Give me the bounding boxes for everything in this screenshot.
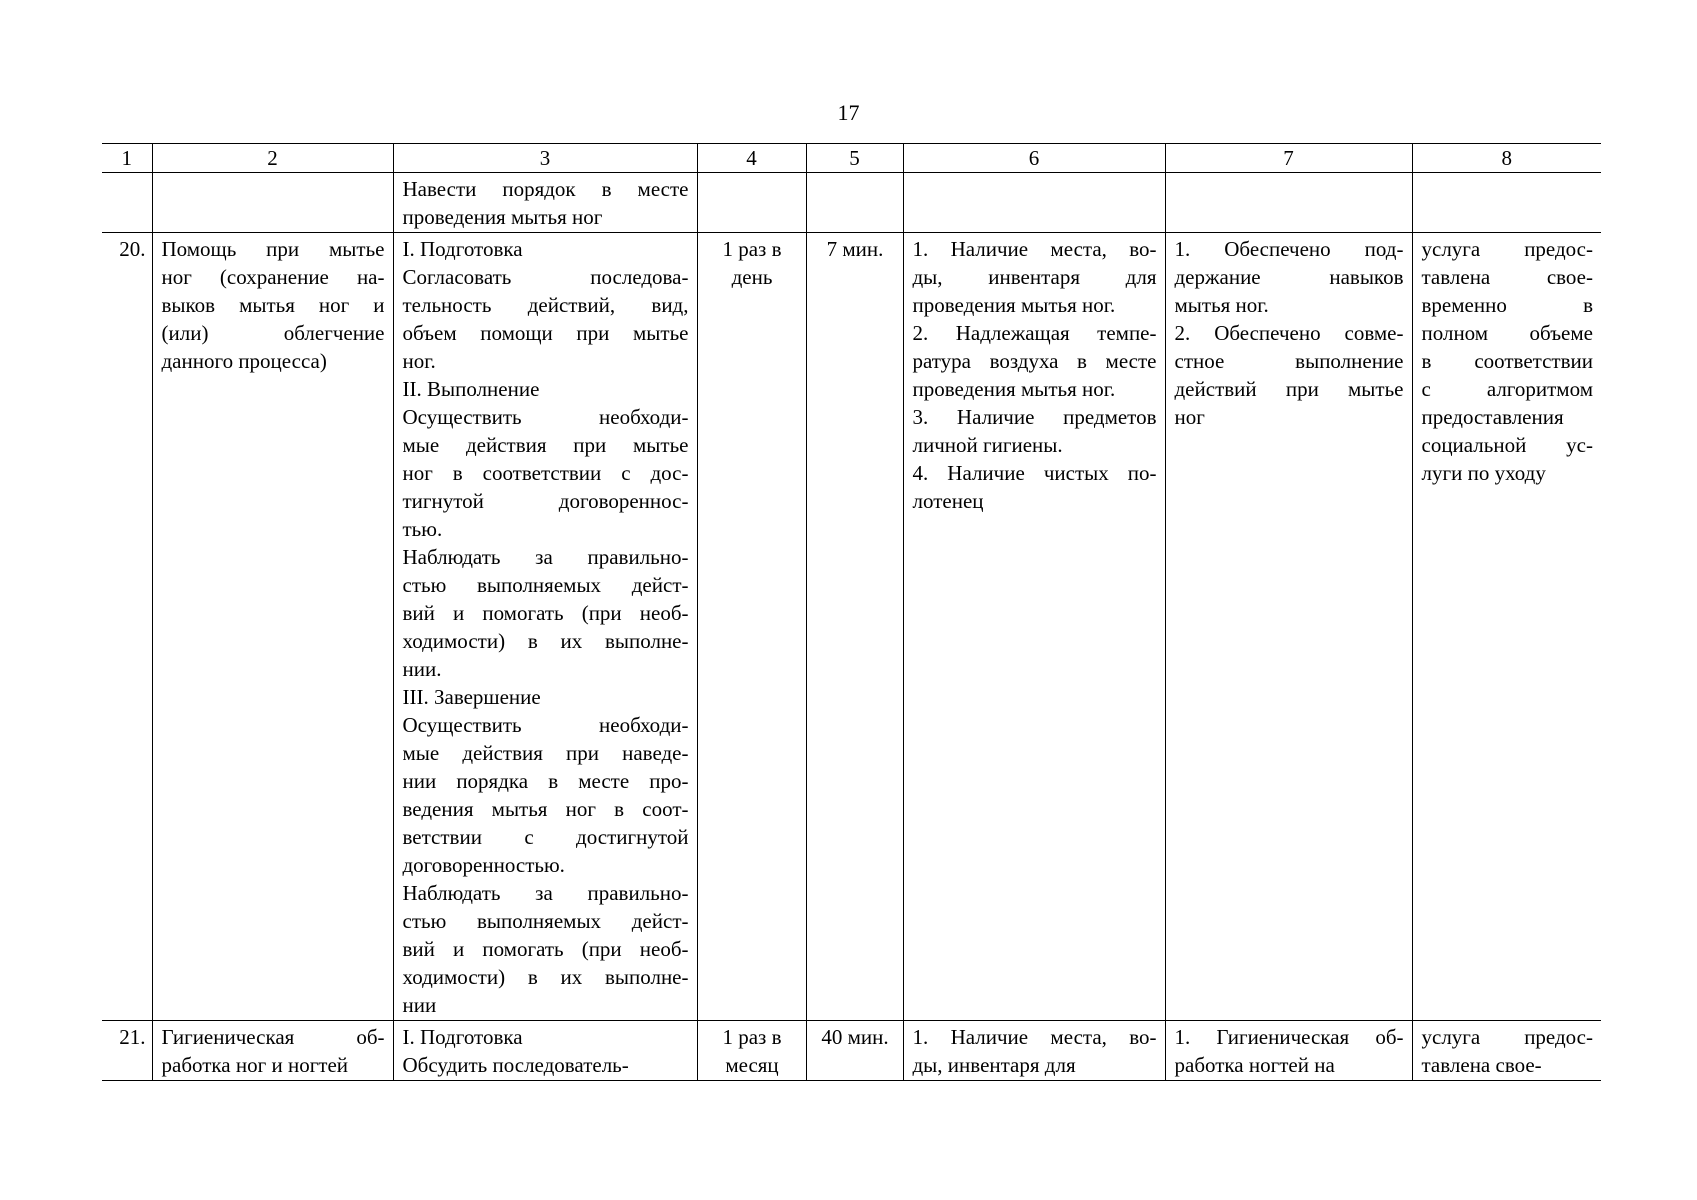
cell-text-line: ветствии с достигнутой [402, 825, 689, 849]
cell-text-line: ног [1174, 405, 1205, 429]
duration-cell [806, 173, 903, 233]
cell-text-line: мые действия при наведе- [402, 741, 689, 765]
result-indicators-cell [1165, 173, 1412, 233]
cell-text-line: тавлена свое- [1421, 265, 1593, 289]
cell-text-line: работка ногтей на [1174, 1053, 1335, 1077]
column-number-header: 5 [806, 144, 903, 173]
cell-text-line: 3. Наличие предметов [912, 405, 1157, 429]
cell-text-line: 1. Наличие места, во- [912, 1025, 1157, 1049]
cell-text-line: тигнутой договореннос- [402, 489, 689, 513]
cell-text-line: стное выполнение [1174, 349, 1404, 373]
cell-text-line: мые действия при мытье [402, 433, 689, 457]
cell-text-line: ды, инвентаря для [912, 265, 1157, 289]
cell-text-line: Навести порядок в месте [402, 177, 689, 201]
duration-cell: 7 мин. [806, 233, 903, 1021]
frequency-cell [697, 1021, 806, 1081]
cell-text-line: 1. Обеспечено под- [1174, 237, 1404, 261]
quality-evaluation-cell [1412, 173, 1601, 233]
conditions-cell [903, 233, 1165, 1021]
column-number-header-row [102, 144, 1601, 173]
cell-text-line: ног (сохранение на- [161, 265, 385, 289]
cell-text-line: 4. Наличие чистых по- [912, 461, 1157, 485]
table-row [102, 233, 1601, 1021]
result-indicators-cell [1165, 233, 1412, 1021]
column-number-header: 1 [102, 144, 152, 173]
cell-text-line: договоренностью. [402, 853, 565, 877]
cell-text-line: ды, инвентаря для [912, 1053, 1076, 1077]
cell-text-line: предоставления [1421, 405, 1564, 429]
cell-text-line: II. Выполнение [402, 377, 540, 401]
cell-text-line: Обсудить последователь- [402, 1053, 629, 1077]
cell-text-line: личной гигиены. [912, 433, 1063, 457]
cell-text-line: услуга предос- [1421, 1025, 1593, 1049]
cell-text-line: тавлена свое- [1421, 1053, 1542, 1077]
cell-text-line: I. Подготовка [402, 1025, 523, 1049]
cell-text-line: месяц [725, 1053, 779, 1077]
cell-text-line: Согласовать последова- [402, 265, 689, 289]
cell-text-line: нии. [402, 657, 442, 681]
service-procedure-cell [393, 1021, 697, 1081]
cell-text-line: ведения мытья ног в соот- [402, 797, 689, 821]
cell-text-line: тельность действий, вид, [402, 293, 689, 317]
cell-text-line: 1. Наличие места, во- [912, 237, 1157, 261]
cell-text-line: объем помощи при мытье [402, 321, 689, 345]
conditions-cell [903, 173, 1165, 233]
cell-text-line: работка ног и ногтей [161, 1053, 349, 1077]
cell-text-line: нии порядка в месте про- [402, 769, 689, 793]
table-row [102, 1021, 1601, 1081]
column-number-header: 4 [697, 144, 806, 173]
cell-text-line: Наблюдать за правильно- [402, 881, 689, 905]
cell-text-line: 1 раз в [722, 237, 782, 261]
table-row [102, 173, 1601, 233]
cell-text-line: стью выполняемых дейст- [402, 573, 689, 597]
cell-text-line: луги по уходу [1421, 461, 1546, 485]
conditions-cell [903, 1021, 1165, 1081]
row-number-cell: 20. [102, 233, 152, 1021]
cell-text-line: Осуществить необходи- [402, 713, 689, 737]
cell-text-line: ног. [402, 349, 436, 373]
cell-text-line: выков мытья ног и [161, 293, 385, 317]
cell-text-line: нии [402, 993, 437, 1017]
quality-evaluation-cell [1412, 233, 1601, 1021]
cell-text-line: 2. Обеспечено совме- [1174, 321, 1404, 345]
cell-text-line: Гигиеническая об- [161, 1025, 385, 1049]
service-name-cell [152, 1021, 393, 1081]
column-number-header: 6 [903, 144, 1165, 173]
duration-cell: 40 мин. [806, 1021, 903, 1081]
cell-text-line: полном объеме [1421, 321, 1593, 345]
cell-text-line: проведения мытья ног [402, 205, 603, 229]
cell-text-line: проведения мытья ног. [912, 293, 1116, 317]
cell-text-line: действий при мытье [1174, 377, 1404, 401]
frequency-cell [697, 233, 806, 1021]
cell-text-line: ног в соответствии с дос- [402, 461, 689, 485]
row-number-cell [102, 173, 152, 233]
page-number: 17 [837, 100, 860, 125]
cell-text-line: день [731, 265, 773, 289]
cell-text-line: услуга предос- [1421, 237, 1593, 261]
cell-text-line: в соответствии [1421, 349, 1593, 373]
cell-text-line: ратура воздуха в месте [912, 349, 1157, 373]
cell-text-line: проведения мытья ног. [912, 377, 1116, 401]
cell-text-line: тью. [402, 517, 443, 541]
cell-text-line: мытья ног. [1174, 293, 1269, 317]
cell-text-line: 1 раз в [722, 1025, 782, 1049]
cell-text-line: социальной ус- [1421, 433, 1593, 457]
cell-text-line: Наблюдать за правильно- [402, 545, 689, 569]
cell-text-line: Помощь при мытье [161, 237, 385, 261]
result-indicators-cell [1165, 1021, 1412, 1081]
services-table [102, 143, 1601, 1081]
cell-text-line: с алгоритмом [1421, 377, 1593, 401]
cell-text-line: данного процесса) [161, 349, 327, 373]
cell-text-line: стью выполняемых дейст- [402, 909, 689, 933]
quality-evaluation-cell [1412, 1021, 1601, 1081]
frequency-cell [697, 173, 806, 233]
cell-text-line: (или) облегчение [161, 321, 385, 345]
row-number-cell: 21. [102, 1021, 152, 1081]
service-procedure-cell [393, 233, 697, 1021]
service-name-cell [152, 173, 393, 233]
cell-text-line: ходимости) в их выполне- [402, 629, 689, 653]
cell-text-line: III. Завершение [402, 685, 541, 709]
service-name-cell [152, 233, 393, 1021]
service-procedure-cell [393, 173, 697, 233]
column-number-header: 8 [1412, 144, 1601, 173]
column-number-header: 3 [393, 144, 697, 173]
cell-text-line: лотенец [912, 489, 984, 513]
cell-text-line: вий и помогать (при необ- [402, 601, 689, 625]
column-number-header: 7 [1165, 144, 1412, 173]
column-number-header: 2 [152, 144, 393, 173]
cell-text-line: I. Подготовка [402, 237, 523, 261]
cell-text-line: 1. Гигиеническая об- [1174, 1025, 1404, 1049]
cell-text-line: Осуществить необходи- [402, 405, 689, 429]
cell-text-line: 2. Надлежащая темпе- [912, 321, 1157, 345]
cell-text-line: временно в [1421, 293, 1593, 317]
cell-text-line: вий и помогать (при необ- [402, 937, 689, 961]
cell-text-line: держание навыков [1174, 265, 1404, 289]
cell-text-line: ходимости) в их выполне- [402, 965, 689, 989]
